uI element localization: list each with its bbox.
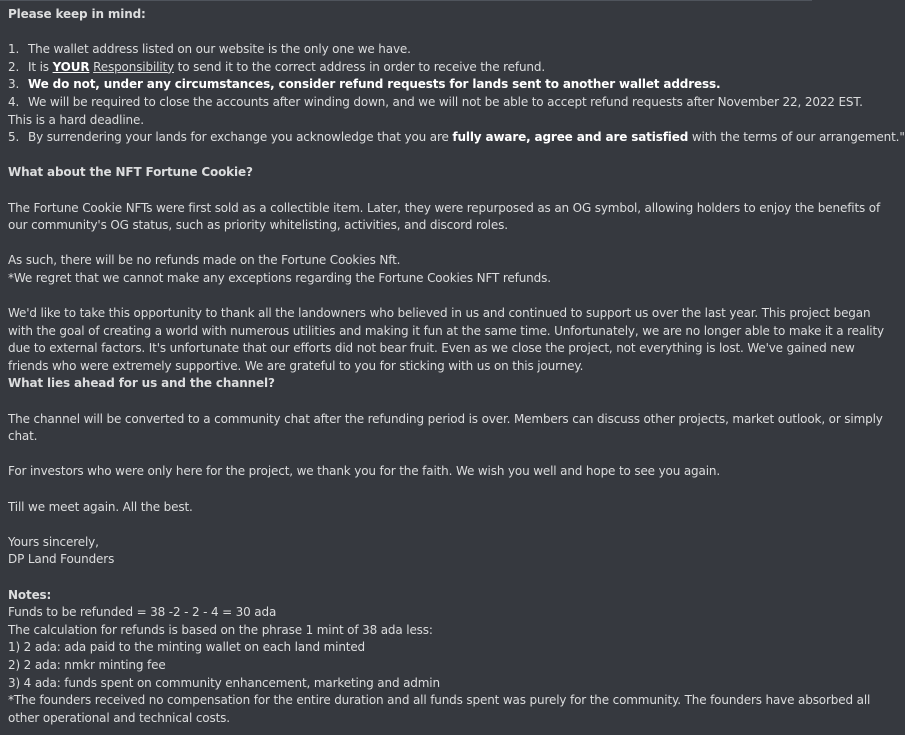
paragraph: For investors who were only here for the project, we thank you for the faith. We wish you well and hope to see you again. [8, 464, 721, 479]
note-line: The calculation for refunds is based on the phrase 1 mint of 38 ada less: [8, 622, 433, 637]
signature: DP Land Founders [8, 552, 115, 567]
paragraph: Till we meet again. All the best. [8, 499, 193, 514]
list-item: 5. By surrendering your lands for exchange you acknowledge that you are fully aware, agree and are satisfied with the terms of our arrangement." [8, 130, 905, 145]
paragraph: friends who were extremely supportive. We are grateful to you for sticking with us on this journey. [8, 358, 584, 373]
keep-in-mind-list [8, 41, 905, 147]
notes-heading: Notes: [8, 587, 52, 602]
paragraph: *We regret that we cannot make any exceptions regarding the Fortune Cookies NFT refunds. [8, 270, 551, 285]
paragraph: We'd like to take this opportunity to thank all the landowners who believed in us and continued to support us over the last year. This project began [8, 306, 871, 321]
note-line: other operational and technical costs. [8, 710, 230, 725]
paragraph: The channel will be converted to a community chat after the refunding period is over. Members can discuss other projects, market outlook, or simply [8, 411, 883, 426]
emphasis-responsibility: Responsibility [93, 59, 175, 74]
fortune-cookie-heading: What about the NFT Fortune Cookie? [8, 165, 253, 180]
divider [0, 0, 812, 1]
emphasis-your: YOUR [52, 59, 90, 74]
list-item-continuation: This is a hard deadline. [8, 112, 144, 127]
list-item: 4. We will be required to close the accounts after winding down, and we will not be able to accept refund requests after November 22, 2022 EST. [8, 94, 863, 109]
paragraph: The Fortune Cookie NFTs were first sold as a collectible item. Later, they were repurposed as an OG symbol, allowing holders to enjoy the benefits of [8, 200, 881, 215]
paragraph: due to external factors. It's unfortunate that our efforts did not bear fruit. Even as we close the project, not everything is lost. We've gained new [8, 341, 855, 356]
note-line: *The founders received no compensation for the entire duration and all funds spent was purely for the community. The founders have absorbed all [8, 693, 871, 708]
paragraph: As such, there will be no refunds made on the Fortune Cookies Nft. [8, 253, 401, 268]
keep-in-mind-heading: Please keep in mind: [8, 7, 146, 21]
paragraph: chat. [8, 429, 38, 444]
note-line: 2) 2 ada: nmkr minting fee [8, 657, 166, 672]
note-line: 1) 2 ada: ada paid to the minting wallet on each land minted [8, 640, 366, 655]
note-line: 3) 4 ada: funds spent on community enhancement, marketing and admin [8, 675, 440, 690]
list-item: 3. We do not, under any circumstances, consider refund requests for lands sent to another wallet address. [8, 77, 721, 92]
ahead-heading: What lies ahead for us and the channel? [8, 376, 275, 391]
list-item: 1. The wallet address listed on our website is the only one we have. [8, 42, 411, 57]
list-item: 2. It is YOUR Responsibility to send it to the correct address in order to receive the refund. [8, 59, 545, 74]
paragraph: our community's OG status, such as priority whitelisting, activities, and discord roles. [8, 218, 508, 233]
paragraph: with the goal of creating a world with numerous utilities and making it fun at the same time. Unfortunately, we are no longer able to make it a reality [8, 323, 884, 338]
signoff: Yours sincerely, [8, 534, 99, 549]
note-line: Funds to be refunded = 38 -2 - 2 - 4 = 30 ada [8, 605, 277, 620]
